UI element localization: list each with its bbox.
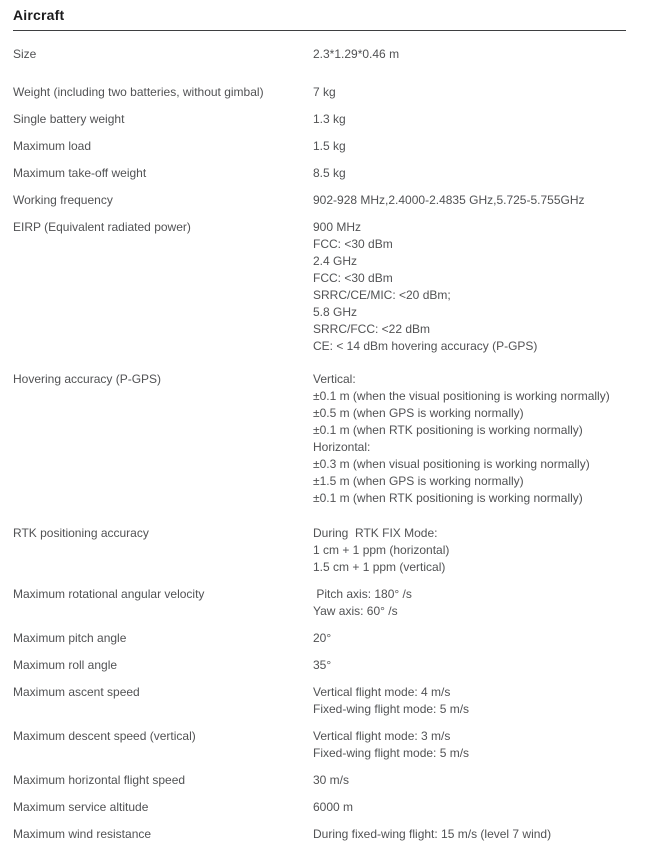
- spec-value: [313, 111, 626, 128]
- spec-value-line: FCC: <30 dBm: [313, 237, 393, 251]
- spec-value: [313, 586, 626, 620]
- spec-value: [313, 826, 626, 843]
- spec-row: [13, 772, 626, 789]
- spec-value-line: During fixed-wing flight: 15 m/s (level 7 wind): [313, 827, 552, 841]
- spec-value: [313, 657, 626, 674]
- spec-value: [313, 630, 626, 647]
- section-title: Aircraft: [13, 7, 65, 23]
- spec-table: [13, 31, 626, 843]
- spec-label: Maximum roll angle: [13, 658, 118, 672]
- spec-value-line: Horizontal:: [313, 440, 371, 454]
- spec-label: Maximum service altitude: [13, 800, 149, 814]
- spec-row: [13, 728, 626, 762]
- spec-row: [13, 799, 626, 816]
- spec-row: [13, 684, 626, 718]
- spec-value-line: Fixed-wing flight mode: 5 m/s: [313, 702, 470, 716]
- spec-value-line: 1.3 kg: [313, 112, 346, 126]
- spec-value: [313, 84, 626, 101]
- spec-value: [313, 165, 626, 182]
- spec-value-line: ±1.5 m (when GPS is working normally): [313, 474, 524, 488]
- spec-value-line: 2.3*1.29*0.46 m: [313, 47, 400, 61]
- spec-value-line: 1 cm + 1 ppm (horizontal): [313, 543, 450, 557]
- spec-value-line: ±0.5 m (when GPS is working normally): [313, 406, 524, 420]
- spec-label: Working frequency: [13, 193, 113, 207]
- spec-value-line: 5.8 GHz: [313, 305, 358, 319]
- spec-row: [13, 192, 626, 209]
- spec-label: Maximum take-off weight: [13, 166, 147, 180]
- spec-label: Maximum rotational angular velocity: [13, 587, 205, 601]
- spec-value-line: 902-928 MHz,2.4000-2.4835 GHz,5.725-5.755GHz: [313, 193, 585, 207]
- spec-value: [313, 525, 626, 576]
- spec-value: [313, 138, 626, 155]
- spec-label: Maximum pitch angle: [13, 631, 127, 645]
- spec-value-line: Vertical:: [313, 372, 356, 386]
- spec-value: [313, 684, 626, 718]
- spec-label: EIRP (Equivalent radiated power): [13, 220, 191, 234]
- spec-value-line: SRRC/FCC: <22 dBm: [313, 322, 431, 336]
- spec-value-line: 1.5 cm + 1 ppm (vertical): [313, 560, 446, 574]
- section-header: [13, 5, 626, 31]
- spec-row: [13, 46, 626, 63]
- spec-label: Maximum wind resistance: [13, 827, 152, 841]
- spec-value-line: FCC: <30 dBm: [313, 271, 393, 285]
- spec-value-line: 30 m/s: [313, 773, 350, 787]
- spec-value-line: Vertical flight mode: 4 m/s: [313, 685, 451, 699]
- spec-value-line: CE: < 14 dBm hovering accuracy (P-GPS): [313, 339, 538, 353]
- spec-value-line: 1.5 kg: [313, 139, 346, 153]
- spec-value-line: During RTK FIX Mode:: [313, 526, 438, 540]
- spec-row: [13, 111, 626, 128]
- spec-label: Maximum load: [13, 139, 92, 153]
- spec-label: Single battery weight: [13, 112, 125, 126]
- spec-row: [13, 586, 626, 620]
- spec-row: [13, 219, 626, 355]
- spec-value: [313, 192, 626, 209]
- spec-row: [13, 84, 626, 101]
- spec-value: [313, 728, 626, 762]
- spec-value-line: 7 kg: [313, 85, 336, 99]
- spec-value-line: ±0.3 m (when visual positioning is working normally): [313, 457, 590, 471]
- spec-label: RTK positioning accuracy: [13, 526, 149, 540]
- spec-value-line: Pitch axis: 180° /s: [313, 587, 412, 601]
- spec-value: [313, 46, 626, 63]
- spec-value-line: 20°: [313, 631, 332, 645]
- spec-row: [13, 826, 626, 843]
- spec-value-line: 2.4 GHz: [313, 254, 358, 268]
- spec-value-line: Yaw axis: 60° /s: [313, 604, 398, 618]
- spec-value-line: ±0.1 m (when RTK positioning is working normally): [313, 491, 583, 505]
- spec-value-line: SRRC/CE/MIC: <20 dBm;: [313, 288, 451, 302]
- spec-row: [13, 630, 626, 647]
- spec-label: Maximum ascent speed: [13, 685, 140, 699]
- spec-value-line: Fixed-wing flight mode: 5 m/s: [313, 746, 470, 760]
- spec-row: [13, 138, 626, 155]
- spec-label: Weight (including two batteries, without gimbal): [13, 85, 264, 99]
- spec-label: Maximum descent speed (vertical): [13, 729, 196, 743]
- spec-value: [313, 219, 626, 355]
- spec-row: [13, 165, 626, 182]
- spec-value: [313, 772, 626, 789]
- spec-value: [313, 371, 626, 507]
- spec-row: [13, 525, 626, 576]
- spec-value-line: 8.5 kg: [313, 166, 346, 180]
- spec-row: [13, 657, 626, 674]
- spec-value-line: ±0.1 m (when the visual positioning is working normally): [313, 389, 610, 403]
- spec-value-line: ±0.1 m (when RTK positioning is working normally): [313, 423, 583, 437]
- spec-value-line: Vertical flight mode: 3 m/s: [313, 729, 451, 743]
- spec-value-line: 35°: [313, 658, 332, 672]
- spec-row: [13, 371, 626, 507]
- spec-value: [313, 799, 626, 816]
- spec-value-line: 6000 m: [313, 800, 354, 814]
- spec-value-line: 900 MHz: [313, 220, 362, 234]
- spec-label: Maximum horizontal flight speed: [13, 773, 186, 787]
- spec-label: Hovering accuracy (P-GPS): [13, 372, 162, 386]
- spec-label: Size: [13, 47, 37, 61]
